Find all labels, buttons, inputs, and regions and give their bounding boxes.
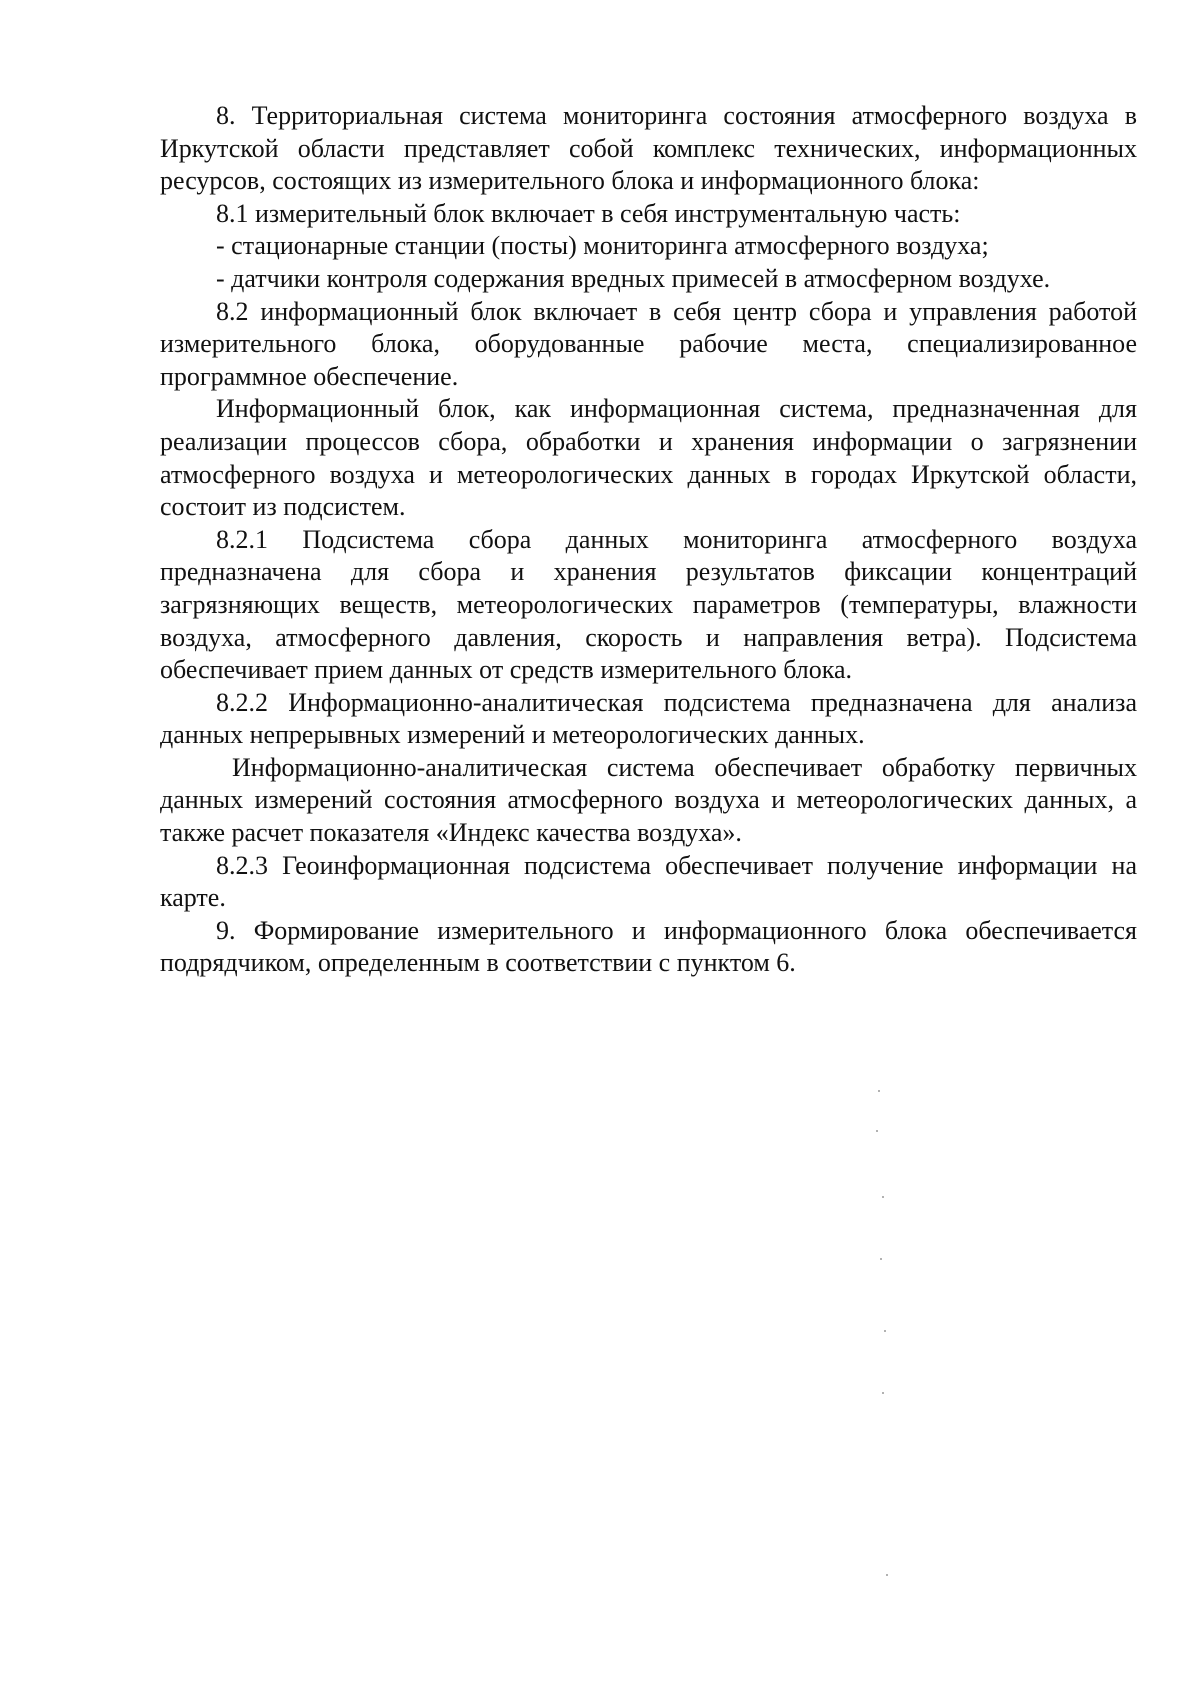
paragraph-8-2-1-data-collection: 8.2.1 Подсистема сбора данных мониторинга атмосферного воздуха предназначена для сбора и хранения результатов фиксации концентраций загрязняющих веществ, метеорологических параметров (температуры, влажности воздуха, атмосферного давления, скорость и направления ветра). Подсистема обеспечивает прием данных от средств измерительного блока. — [160, 524, 1137, 685]
paragraph-8-1-measuring-block: 8.1 измерительный блок включает в себя инструментальную часть: — [216, 198, 961, 228]
paragraph-8-2-information-block: 8.2 информационный блок включает в себя центр сбора и управления работой измерительного блока, оборудованные рабочие места, специализированное программное обеспечение. — [160, 296, 1137, 391]
paragraph-8-2-3-geoinformation: 8.2.3 Геоинформационная подсистема обеспечивает получение информации на карте. — [160, 850, 1137, 913]
paragraph-9-formation: 9. Формирование измерительного и информационного блока обеспечивается подрядчиком, определенным в соответствии с пунктом 6. — [160, 915, 1137, 978]
paragraph-8-2-2-analytics: 8.2.2 Информационно-аналитическая подсистема предназначена для анализа данных непрерывных измерений и метеорологических данных. — [160, 687, 1137, 750]
list-item-stationary-stations: - стационарные станции (посты) мониторинга атмосферного воздуха; — [216, 231, 989, 261]
document-body — [160, 100, 1137, 980]
paragraph-information-block-description: Информационный блок, как информационная система, предназначенная для реализации процессов сбора, обработки и хранения информации о загрязнении атмосферного воздуха и метеорологических данных в городах Иркутской области, состоит из подсистем. — [160, 394, 1137, 522]
paragraph-8-territorial-system: 8. Территориальная система мониторинга состояния атмосферного воздуха в Иркутской области представляет собой комплекс технических, информационных ресурсов, состоящих из измерительного блока и информационного блока: — [160, 101, 1137, 196]
paragraph-analytics-system: Информационно-аналитическая система обеспечивает обработку первичных данных измерений состояния атмосферного воздуха и метеорологических данных, а также расчет показателя «Индекс качества воздуха». — [160, 752, 1137, 848]
list-item-sensors: - датчики контроля содержания вредных примесей в атмосферном воздухе. — [216, 263, 1051, 293]
